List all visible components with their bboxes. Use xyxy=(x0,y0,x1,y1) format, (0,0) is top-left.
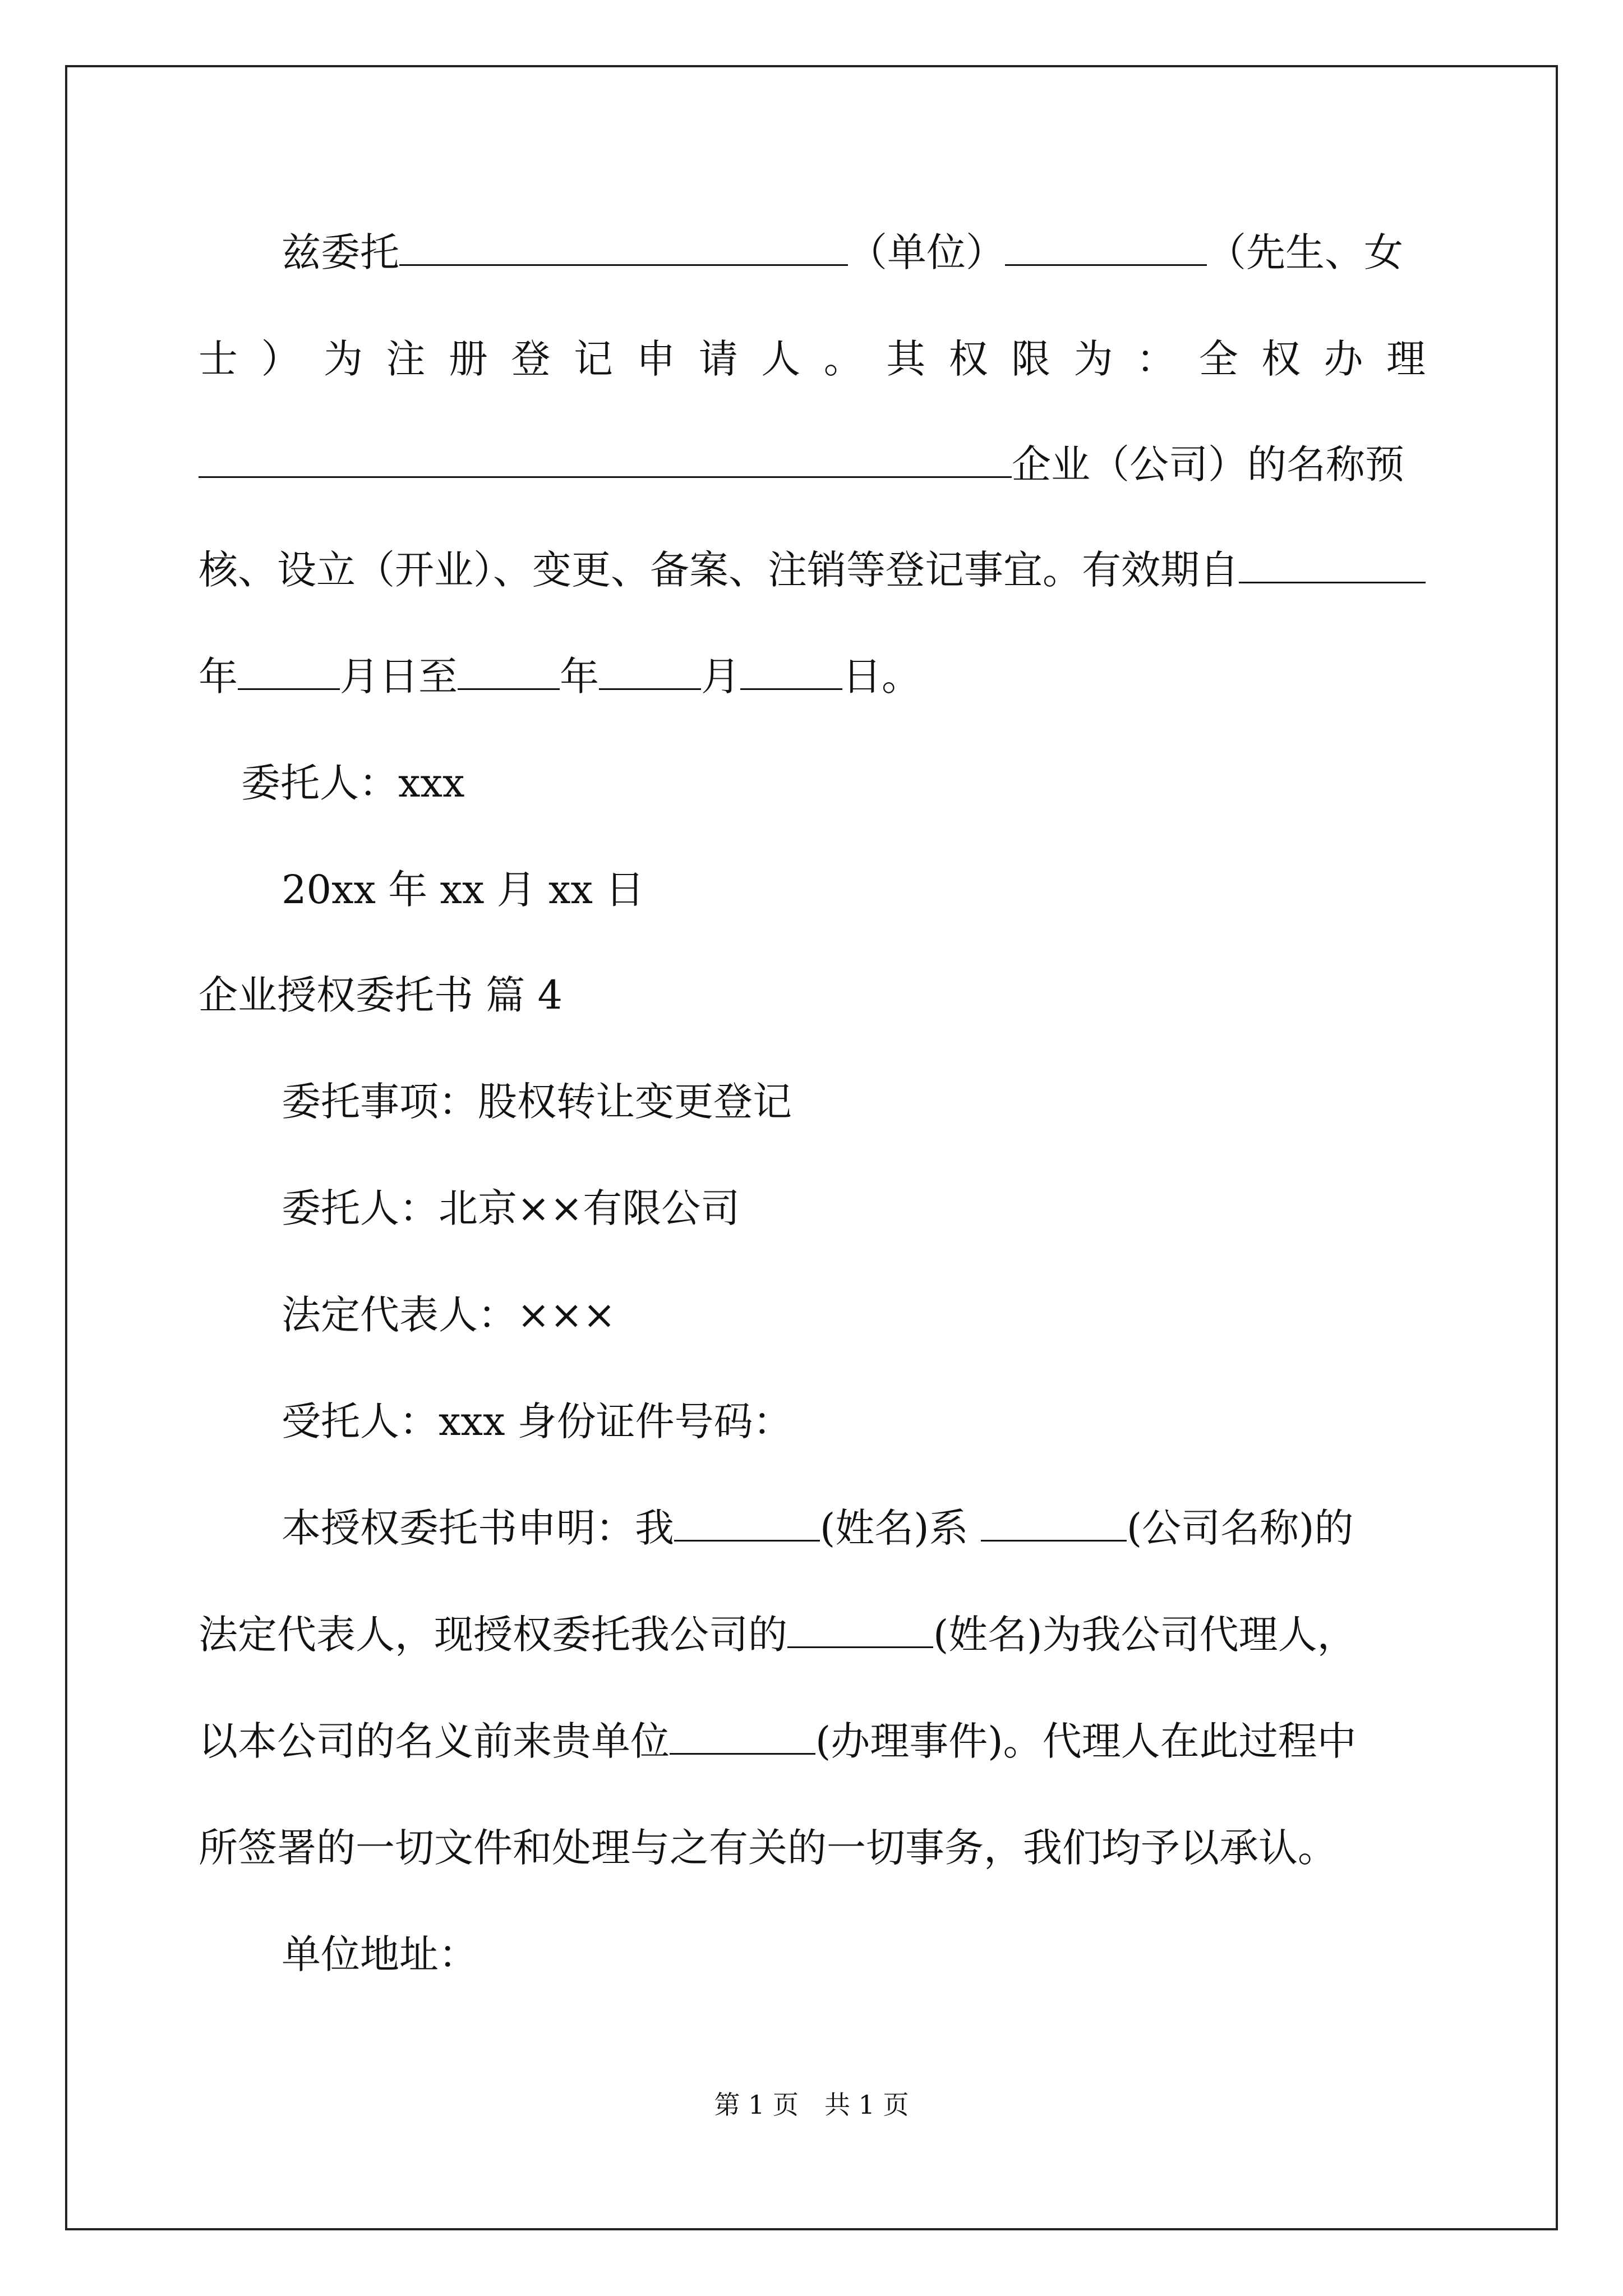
paragraph-line: 单位地址： xyxy=(282,1931,478,1977)
signature-line: 委托人：xxx xyxy=(241,760,465,806)
page-border xyxy=(65,65,1558,2230)
blank-line xyxy=(740,649,842,690)
paragraph-line xyxy=(199,648,1426,705)
text-segment: 本授权委托书申明：我 xyxy=(282,1505,674,1551)
paragraph-line: 法定代表人：××× xyxy=(282,1292,616,1338)
blank-line xyxy=(787,1607,933,1648)
text-segment: 企业（公司）的名称预 xyxy=(1012,441,1404,487)
blank-line xyxy=(1005,225,1207,266)
paragraph-line: 所签署的一切文件和处理与之有关的一切事务，我们均予以承认。 xyxy=(199,1825,1337,1871)
paragraph-line xyxy=(199,1500,1426,1556)
text-segment: 年 xyxy=(560,654,599,700)
paragraph-line: 受托人：xxx 身份证件号码： xyxy=(282,1398,792,1444)
blank-line xyxy=(599,649,701,690)
blank-line xyxy=(238,649,340,690)
paragraph-line xyxy=(199,542,1426,598)
paragraph-line: 委托人：北京××有限公司 xyxy=(282,1185,740,1231)
text-segment: 日。 xyxy=(842,654,921,700)
date-line: 20xx 年 xx 月 xx 日 xyxy=(282,867,645,913)
text-segment: 核、设立（开业）、变更、备案、注销等登记事宜。有效期自 xyxy=(199,547,1239,593)
blank-line xyxy=(670,1714,815,1755)
text-segment: (姓名)为我公司代理人， xyxy=(933,1612,1357,1658)
text-segment: （单位） xyxy=(848,229,1005,275)
section-title: 企业授权委托书 篇 4 xyxy=(199,972,563,1018)
blank-line xyxy=(199,437,1012,478)
paragraph-line: 委托事项：股权转让变更登记 xyxy=(282,1079,792,1125)
paragraph-line xyxy=(199,436,1426,493)
text-segment: 以本公司的名义前来贵单位 xyxy=(199,1718,670,1764)
paragraph-line xyxy=(199,1607,1426,1663)
text-segment: 法定代表人，现授权委托我公司的 xyxy=(199,1612,787,1658)
blank-line xyxy=(1239,542,1426,583)
text-segment: （先生、女 xyxy=(1207,229,1403,275)
blank-line xyxy=(399,225,848,266)
text-segment: 年 xyxy=(199,654,238,700)
text-segment: 月日至 xyxy=(340,654,458,700)
text-segment: 兹委托 xyxy=(282,229,399,275)
paragraph-line: 士）为注册登记申请人。其权限为：全权办理 xyxy=(199,336,1426,382)
blank-line xyxy=(458,649,560,690)
text-segment: (公司名称)的 xyxy=(1126,1505,1354,1551)
paragraph-line xyxy=(199,1713,1426,1769)
text-segment: 月 xyxy=(701,654,740,700)
paragraph-line xyxy=(199,224,1426,280)
page-number: 第 1 页 共 1 页 xyxy=(714,2090,909,2120)
text-segment: (办理事件)。代理人在此过程中 xyxy=(815,1718,1357,1764)
blank-line xyxy=(674,1501,820,1542)
blank-line xyxy=(981,1501,1127,1542)
text-segment: (姓名)系 xyxy=(820,1505,981,1551)
